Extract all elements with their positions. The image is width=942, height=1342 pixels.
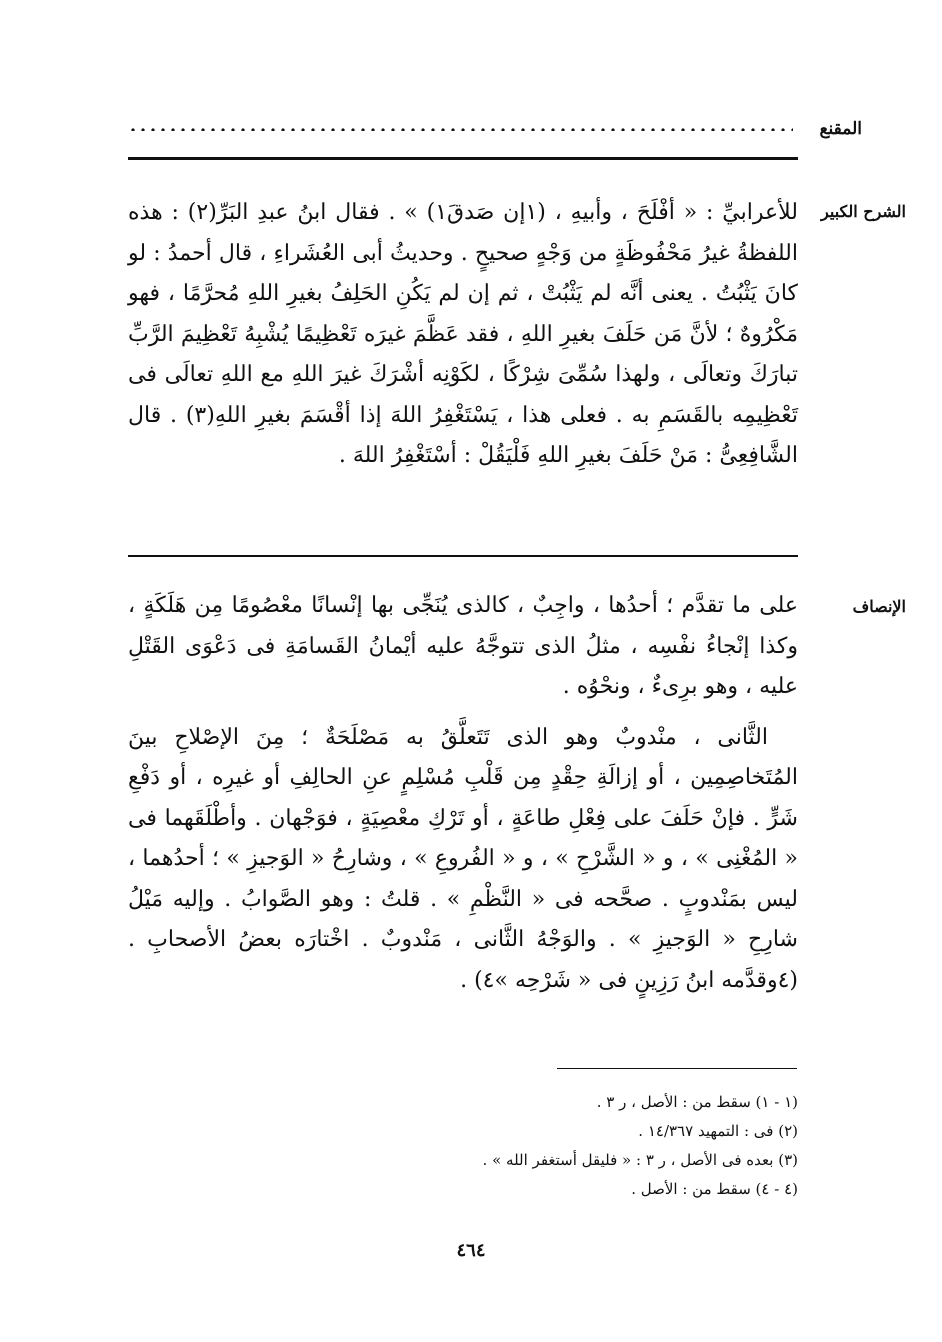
footnote-rule xyxy=(557,1068,797,1069)
footnote-3: (٣) بعده فى الأصل ، ر ٣ : « فليقل أستغفر الله » . xyxy=(482,1151,798,1169)
footnote-1: (١ - ١) سقط من : الأصل ، ر ٣ . xyxy=(596,1093,798,1111)
section-divider xyxy=(128,555,798,557)
sharh-margin-label: الشرح الكبير xyxy=(821,202,906,221)
running-header-title: المقنع xyxy=(819,119,862,139)
footnote-2: (٢) فى : التمهيد ١٤/٣٦٧ . xyxy=(638,1122,798,1140)
header-dotted-leader xyxy=(128,128,793,131)
insaf-section xyxy=(128,586,798,1001)
footnote-4: (٤ - ٤) سقط من : الأصل . xyxy=(631,1180,798,1198)
insaf-paragraph-2: الثَّانى ، منْدوبٌ وهو الذى تَتَعلَّقُ به مَصْلَحَةٌ ؛ مِنَ الإصْلاحِ بينَ المُتَخاصِمِين ، أو إزالَةِ حِقْدٍ مِن قَلْبِ مُسْلِمٍ عنِ الحالِفِ أو غيرِه ، أو دَفْعِ شَرٍّ . فإنْ حَلَفَ على فِعْلِ طاعَةٍ ، أو تَرْكِ معْصِيَةٍ ، فوَجْهان . وأطْلَقَهما فى « المُغْنِى » ، و « الشَّرْحِ » ، و « الفُروعِ » ، وشارِحُ « الوَجيزِ » ؛ أحدُهما ، ليس بمَنْدوبٍ . صحَّحه فى « النَّظْمِ » . قلتُ : وهو الصَّوابُ . وإليه مَيْلُ شارِحِ « الوَجيزِ » . والوَجْهُ الثَّانى ، مَنْدوبٌ . اخْتارَه بعضُ الأصحابِ . (٤وقدَّمه ابنُ رَزِينٍ فى « شَرْحِه »٤) . xyxy=(128,724,798,993)
header-rule xyxy=(128,157,798,160)
sharh-section xyxy=(128,193,798,477)
insaf-margin-label: الإنصاف xyxy=(852,597,906,616)
page-number: ٤٦٤ xyxy=(456,1240,486,1261)
insaf-paragraph-1: على ما تقدَّم ؛ أحدُها ، واجِبٌ ، كالذى يُنَجِّى بها إنْسانًا معْصُومًا مِن هَلَكَةٍ ، وكذا إنْجاءُ نفْسِه ، مثلُ الذى تتوجَّهُ عليه أيْمانُ القَسامَةِ فى دَعْوَى القَتْلِ عليه ، وهو برِىءٌ ، ونحْوُه . xyxy=(128,593,798,699)
running-header xyxy=(128,112,862,146)
sharh-paragraph: للأعرابيِّ : « أفْلَحَ ، وأبيهِ ، (١إن صَدقَ١) » . فقال ابنُ عبدِ البَرِّ(٢) : هذه اللفظةُ غيرُ مَحْفُوظَةٍ من وَجْهٍ صحيحٍ . وحديثُ أبى العُشَراءِ ، قال أحمدُ : لو كانَ يَثْبُتُ . يعنى أنَّه لم يَثْبُتْ ، ثم إن لم يَكُنِ الحَلِفُ بغيرِ اللهِ مُحرَّمًا ، فهو مَكْرُوهٌ ؛ لأنَّ مَن حَلَفَ بغيرِ اللهِ ، فقد عَظَّمَ غيرَه تَعْظِيمًا يُشْبِهُ تَعْظِيمَ الرَّبِّ تبارَكَ وتعالَى ، ولهذا سُمِّىَ شِرْكًا ، لكَوْنِه أشْرَكَ غيرَ اللهِ مع اللهِ تعالَى فى تَعْظِيمِه بالقَسَمِ به . فعلى هذا ، يَسْتَغْفِرُ اللهَ إذا أقْسَمَ بغيرِ اللهِ(٣) . قال الشَّافِعِىُّ : مَنْ حَلَفَ بغيرِ اللهِ فَلْيَقُلْ : أسْتَغْفِرُ اللهَ . xyxy=(128,200,798,468)
footnotes xyxy=(128,1088,798,1204)
